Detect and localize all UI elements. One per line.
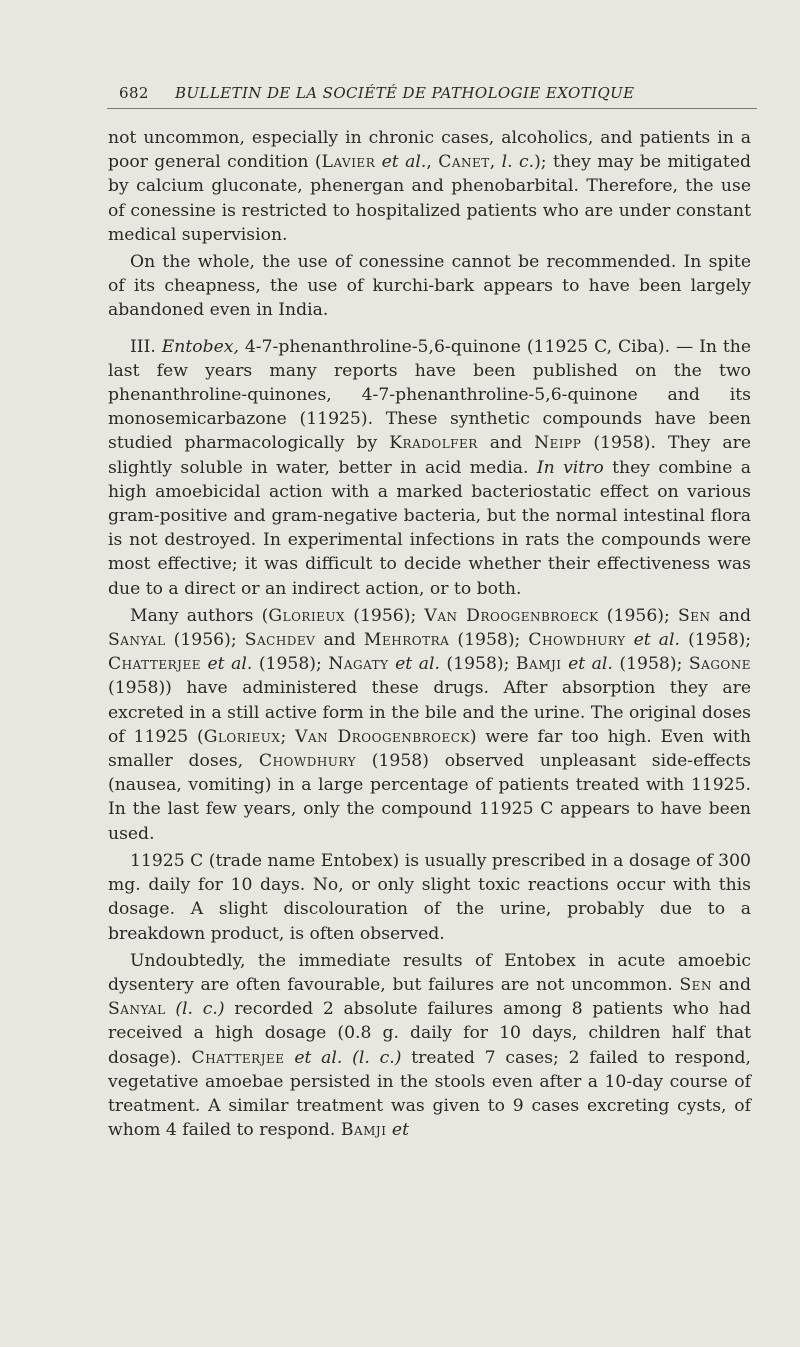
paragraph [108,849,751,946]
author-name: Sanyal [108,630,166,651]
italic-run: et [386,1120,409,1141]
author-name: Sen [677,605,711,626]
text-run: (1958)) have administered these drugs. After absorption they are excreted in a still active form in the bile and the urine. The original doses of 11925 ( [108,678,751,747]
author-name: Neipp [534,433,582,454]
italic-run: et al. [207,654,253,675]
page-number: 682 [119,84,149,102]
italic-run: et al. [395,654,440,675]
author-name: Kradolfer [389,433,478,454]
author-name: Bamji [340,1120,387,1141]
author-name: Van Droogenbroeck [295,726,470,747]
text-run: ) were far too high. Even with smaller doses, [108,726,751,772]
text-run: they combine a high amoebicidal action with a marked bacteriostatic effect on various gram-positive and gram-negative bacteria, but the normal intestinal flora is not destroyed. In experimental infections in rats the compounds were most effective; it was difficult to decide whether their effectiveness was due to a direct or an indirect action, or to both. [108,457,752,599]
italic-run: et al. [568,654,613,675]
author-name: Nagaty [328,654,389,675]
text-run: , [426,152,439,173]
text-run: and [315,630,364,651]
author-name: Chatterjee [191,1047,285,1068]
author-name: Chowdhury [528,630,626,651]
author-name: Chowdhury [258,751,356,772]
author-name: Glorieux [268,605,346,626]
author-name: Sen [679,974,712,995]
author-name: Chatterjee [108,654,201,675]
author-name: Sagone [688,654,752,675]
text-run: Undoubtedly, the immediate results of Entobex in acute amoebic dysentery are often favourable, but failures are not uncommon. [108,950,751,995]
text-run: (1958); [449,630,529,651]
text-run: recorded 2 absolute failures among 8 patients who had received a high dosage (0.8 g. daily for 10 days, children half that dosage). [108,999,751,1068]
text-run: (1958). They are slightly soluble in water, better in acid media. [108,433,751,478]
text-run: 11925 C (trade name Entobex) is usually prescribed in a dosage of 300 mg. daily for 10 days. No, or only slight toxic reactions occur with this dosage. A slight discolouration of the urine, probably due to a breakdown product, is often observed. [108,850,751,944]
text-run: (1958); [612,654,689,675]
italic-run: et al. [633,630,680,651]
paragraph-continued [108,126,751,247]
text-run: On the whole, the use of conessine cannot be recommended. In spite of its cheapness, the use of kurchi-bark appears to have been largely abandoned even in India. [108,252,751,321]
text-run: (1956); [165,630,245,651]
italic-run: In vitro [536,457,604,478]
text-run: ); they may be mitigated by calcium gluconate, phenergan and phenobarbital. Therefore, the use of conessine is restricted to hospitalized patients who are under constant medical supervision. [108,152,751,245]
section-heading: Entobex, [161,336,239,357]
article-body [108,126,751,1142]
italic-run: et al. [284,1047,343,1068]
author-name: Lavier [321,152,376,173]
author-name: Sanyal [108,999,166,1020]
author-name: Van Droogenbroeck [424,605,599,626]
paragraph [108,250,751,323]
paragraph [108,949,751,1143]
text-run: not uncommon, especially in chronic cases, alcoholics, and patients in a poor general condition ( [108,128,751,173]
text-run: and [710,605,751,626]
author-name: Bamji [515,654,562,675]
text-run: Many authors ( [130,605,269,626]
author-name: Canet [438,152,490,173]
text-run: (1958) observed unpleasant side-effects (nausea, vomiting) in a large percentage of patients treated with 11925. In the last few years, only the compound 11925 C appears to have been used. [108,751,751,844]
author-name: Glorieux [203,726,281,747]
journal-title: BULLETIN DE LA SOCIÉTÉ DE PATHOLOGIE EXOTIQUE [175,84,635,102]
text-run: 4-7-phenanthroline-5,6-quinone (11925 C, Ciba). — In the last few years many reports have been published on the two phenanthroline-quinones, 4-7-phenanthroline-5,6-quinone and its monosemicarbazone (11925). These synthetic compounds have been studied pharmacologically by [108,336,752,454]
text-run: (1956); [598,605,678,626]
section-paragraph-entobex [108,335,751,601]
text-run: , [489,152,502,173]
section-number: III. [130,336,162,357]
text-run: and [477,433,535,454]
text-run: (1958); [252,654,329,675]
italic-run: (l. c.) [342,1047,402,1068]
text-run: and [711,974,751,995]
text-run: (1958); [439,654,516,675]
italic-run: l. c. [501,152,535,173]
author-name: Sachdev [244,630,316,651]
text-run: ; [280,726,296,747]
italic-run: (l. c.) [165,999,225,1020]
paragraph [108,604,751,846]
author-name: Mehrotra [363,630,450,651]
italic-run: et al. [381,152,427,173]
text-run: (1956); [345,605,425,626]
text-run: (1958); [679,630,752,651]
header-rule [107,108,757,109]
text-run: treated 7 cases; 2 failed to respond, vegetative amoebae persisted in the stools even after a 10-day course of treatment. A similar treatment was given to 9 cases excreting cysts, of whom 4 failed to respond. [108,1047,751,1141]
